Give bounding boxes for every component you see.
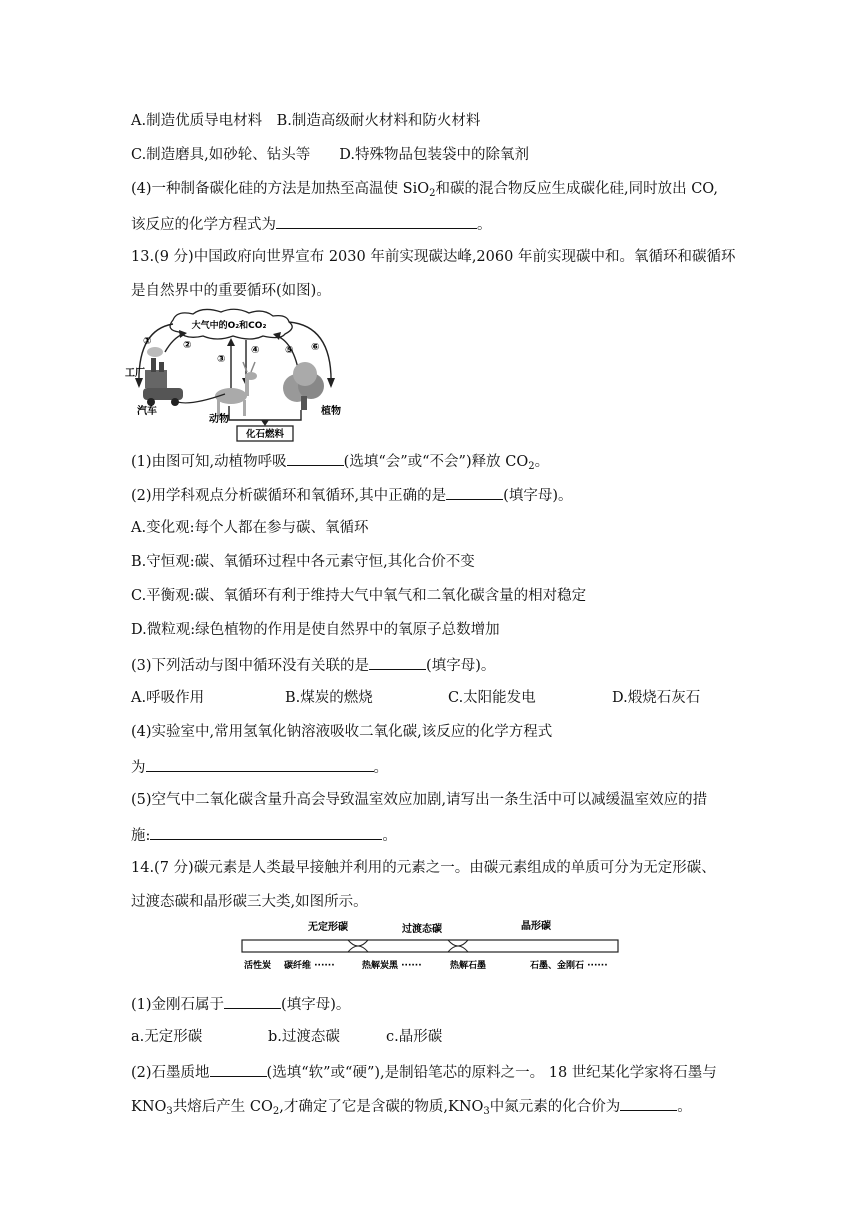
answer-blank[interactable] xyxy=(287,450,344,466)
q12-sub4-line1 xyxy=(131,179,718,204)
q14-sub1 xyxy=(131,993,350,1015)
period: 。 xyxy=(382,828,397,844)
answer-blank[interactable] xyxy=(620,1095,677,1111)
label-5: ⑤ xyxy=(285,345,294,356)
q13-sub2-text-b: (填字母)。 xyxy=(503,488,573,504)
q12-sub4-text-a: (4)一种制备碳化硅的方法是加热至高温使 SiO xyxy=(131,181,430,197)
q14-option-c: c.晶形碳 xyxy=(386,1029,443,1045)
label-crystalline-carbon: 晶形碳 xyxy=(521,921,551,932)
label-amorphous-carbon: 无定形碳 xyxy=(308,922,348,933)
q13-option-d: D.微粒观:绿色植物的作用是使自然界中的氧原子总数增加 xyxy=(131,622,500,638)
subscript: 2 xyxy=(429,188,436,199)
q14-intro-line1: 14.(7 分)碳元素是人类最早接触并利用的元素之一。由碳元素组成的单质可分为无定形碳、 xyxy=(131,860,716,876)
q14-sub1-text-a: (1)金刚石属于 xyxy=(131,997,225,1013)
q13-sub4-line2 xyxy=(131,756,388,778)
carbon-oxygen-cycle-diagram xyxy=(125,308,365,443)
q12-options-cd: C.制造磨具,如砂轮、钻头等 D.特殊物品包装袋中的除氧剂 xyxy=(131,147,530,163)
q14-option-a: a.无定形碳 xyxy=(131,1029,203,1045)
q12-sub4-line2 xyxy=(131,213,492,235)
q13-sub3-text-a: (3)下列活动与图中循环没有关联的是 xyxy=(131,658,370,674)
fossil-fuel-label: 化石燃料 xyxy=(245,429,285,440)
answer-blank[interactable] xyxy=(146,756,374,772)
q14-sub2-text-a: (2)石墨质地 xyxy=(131,1065,210,1081)
label-6: ⑥ xyxy=(311,342,320,353)
q13-intro-line2: 是自然界中的重要循环(如图)。 xyxy=(131,283,331,299)
q13-sub3-options xyxy=(0,688,860,708)
label-4: ④ xyxy=(251,345,260,356)
q13-sub3-option-a: A.呼吸作用 xyxy=(131,690,205,706)
subscript: 3 xyxy=(166,1106,173,1117)
item-pyrolytic-carbon-black: 热解炭黑 ······ xyxy=(362,961,422,971)
q12-sub4-text: 该反应的化学方程式为 xyxy=(131,217,276,233)
q13-sub3-option-b: B.煤炭的燃烧 xyxy=(285,690,373,706)
answer-blank[interactable] xyxy=(224,993,281,1009)
q13-sub4-line1 xyxy=(131,722,729,742)
q13-sub3-option-d: D.煅烧石灰石 xyxy=(612,690,701,706)
q14-sub2-text-d: 共熔后产生 CO xyxy=(172,1099,273,1115)
item-activated-carbon: 活性炭 xyxy=(244,961,272,971)
q13-option-c: C.平衡观:碳、氧循环有利于维持大气中氧气和二氧化碳含量的相对稳定 xyxy=(131,588,587,604)
subscript: 2 xyxy=(272,1106,280,1117)
q14-sub2-line2 xyxy=(131,1095,692,1122)
label-2: ② xyxy=(183,340,192,351)
period: 。 xyxy=(477,217,492,233)
q13-sub3 xyxy=(131,654,495,676)
q13-sub2-text-a: (2)用学科观点分析碳循环和氧循环,其中正确的是 xyxy=(131,488,447,504)
factory-car-icon xyxy=(143,347,183,406)
item-graphite-diamond: 石墨、金刚石 ······ xyxy=(530,961,608,971)
subscript: 2 xyxy=(528,461,535,472)
q14-intro-line2: 过渡态碳和晶形碳三大类,如图所示。 xyxy=(131,894,368,910)
deer-icon xyxy=(215,362,257,416)
item-carbon-fiber: 碳纤维 ······ xyxy=(284,961,335,971)
q14-sub2-text-f: 中氮元素的化合价为 xyxy=(489,1099,621,1115)
q13-intro-line1: 13.(9 分)中国政府向世界宣布 2030 年前实现碳达峰,2060 年前实现碳中和。氧循环和碳循环 xyxy=(131,249,736,265)
q13-sub3-option-c: C.太阳能发电 xyxy=(448,690,536,706)
car-label: 汽车 xyxy=(137,406,157,417)
plant-label: 植物 xyxy=(321,406,341,417)
q13-option-b: B.守恒观:碳、氧循环过程中各元素守恒,其化合价不变 xyxy=(131,554,475,570)
q14-sub1-options xyxy=(0,1027,860,1047)
q13-sub1-text-a: (1)由图可知,动植物呼吸 xyxy=(131,454,287,470)
q14-sub2-text-c: KNO xyxy=(131,1099,167,1115)
label-transition-carbon: 过渡态碳 xyxy=(402,924,442,935)
q12-sub4-text-b: 和碳的混合物反应生成碳化硅,同时放出 CO, xyxy=(435,181,718,197)
q13-sub5-line2 xyxy=(131,824,397,846)
q13-sub5-text: 施: xyxy=(131,828,151,844)
label-1: ① xyxy=(143,336,152,347)
carbon-forms-diagram xyxy=(240,916,622,976)
q12-options-ab: A.制造优质导电材料 B.制造高级耐火材料和防火材料 xyxy=(131,113,481,129)
period: 。 xyxy=(677,1099,692,1115)
answer-blank[interactable] xyxy=(276,213,477,229)
q14-sub1-text-b: (填字母)。 xyxy=(281,997,351,1013)
label-3: ③ xyxy=(217,354,226,365)
item-pyrolytic-graphite: 热解石墨 xyxy=(450,961,487,971)
answer-blank[interactable] xyxy=(210,1061,267,1077)
q14-option-b: b.过渡态碳 xyxy=(268,1029,340,1045)
q13-sub2 xyxy=(131,484,572,506)
period: 。 xyxy=(534,454,550,470)
answer-blank[interactable] xyxy=(446,484,503,500)
animal-label: 动物 xyxy=(209,414,229,425)
q13-sub4-text: (4)实验室中,常用氢氧化钠溶液吸收二氧化碳,该反应的化学方程式 xyxy=(131,724,553,740)
tree-icon xyxy=(283,362,324,410)
q13-sub5-line1: (5)空气中二氧化碳含量升高会导致温室效应加剧,请写出一条生活中可以减缓温室效应的措 xyxy=(131,792,708,808)
q13-sub1-text-b: (选填“会”或“不会”)释放 CO xyxy=(343,454,529,470)
q14-sub2-text-b: (选填“软”或“硬”),是制铅笔芯的原料之一。 18 世纪某化学家将石墨与 xyxy=(266,1065,717,1081)
q13-sub1 xyxy=(131,450,549,477)
cloud-label: 大气中的O₂和CO₂ xyxy=(191,321,267,331)
subscript: 3 xyxy=(483,1106,490,1117)
q13-sub3-text-b: (填字母)。 xyxy=(426,658,496,674)
q13-option-a: A.变化观:每个人都在参与碳、氧循环 xyxy=(131,520,369,536)
q14-sub2-line1 xyxy=(131,1061,717,1083)
q14-sub2-text-e: ,才确定了它是含碳的物质,KNO xyxy=(279,1099,484,1115)
q13-sub4-text-b: 为 xyxy=(131,760,146,776)
answer-blank[interactable] xyxy=(369,654,426,670)
period: 。 xyxy=(373,760,388,776)
factory-label: 工厂 xyxy=(125,368,145,379)
answer-blank[interactable] xyxy=(150,824,382,840)
